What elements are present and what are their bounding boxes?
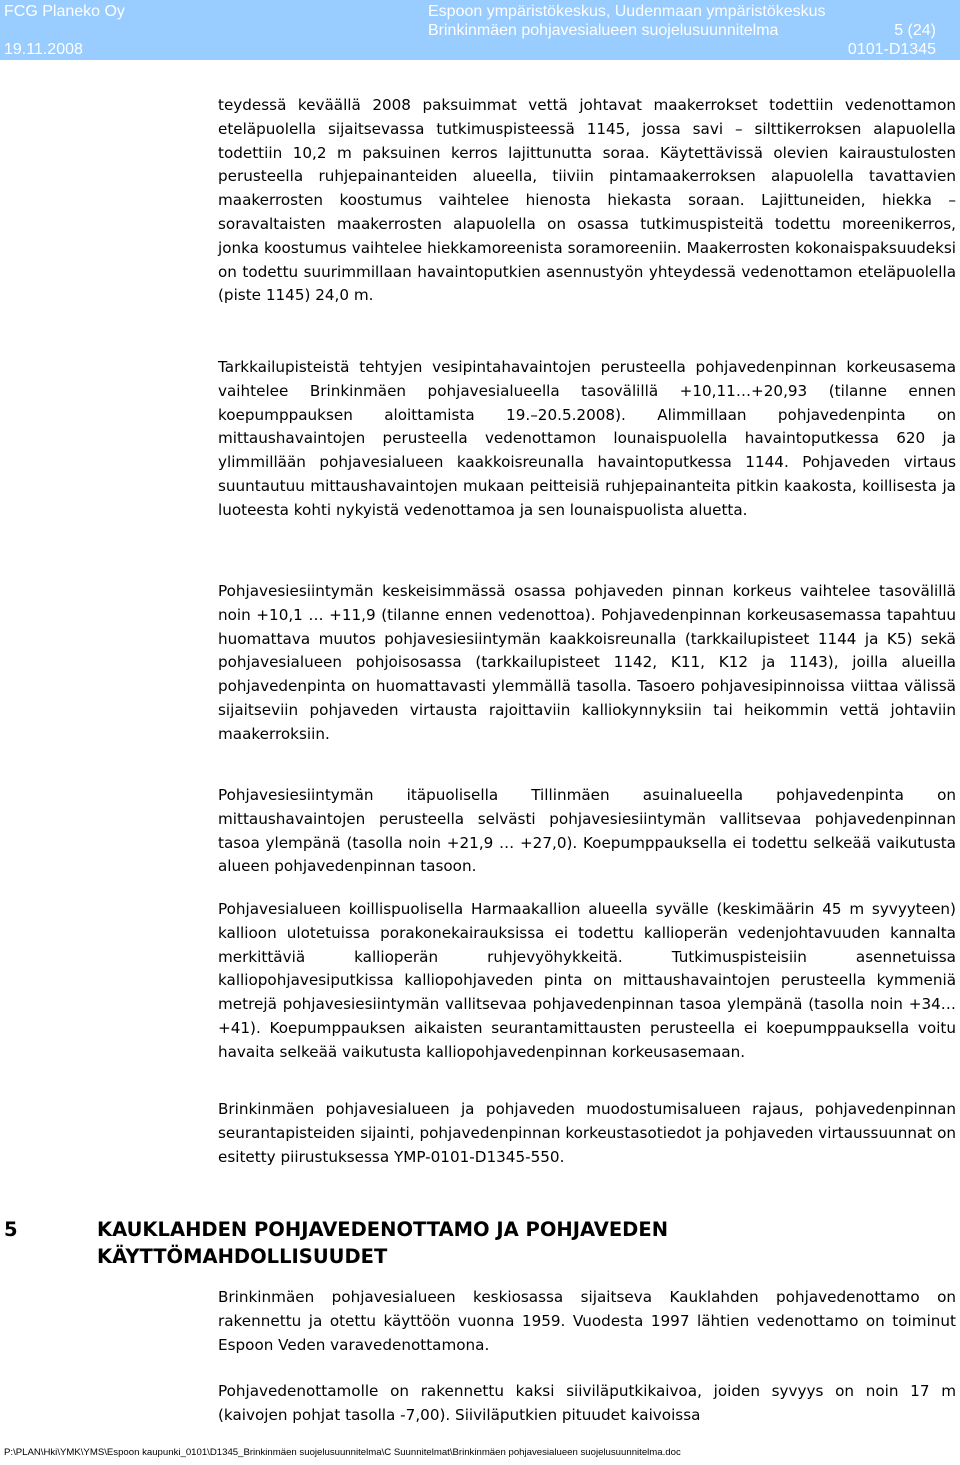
company-name: FCG Planeko Oy: [4, 3, 125, 20]
document-number: 0101-D1345: [847, 41, 936, 58]
section-number: 5: [4, 1218, 18, 1241]
body-paragraph: Pohjavesialueen koillispuolisella Harmaakallion alueella syvälle (keskimäärin 45 m syvyyteen) kallioon ulotetuissa porakonekairauksissa ei todettu kallioperän vedenjohtavuuden kannalta merkittäviä kallioperän ruhjevyöhykkeitä. Tutkimuspisteisiin asennetuissa kalliopohjavesiputkissa kalliopohjaveden pinta on mittaushavaintojen perusteella kymmeniä metrejä pohjavesiesiintymän vallitsevaa pohjavedenpinnan tasoa ylempänä (tasolla noin +34…+41). Koepumppauksen aikaisten seurantamittausten perusteella ei koepumppauksella voitu havaita selkeää vaikutusta kalliopohjavedenpinnan korkeusasemaan.: [218, 900, 956, 1061]
section-paragraph: Brinkinmäen pohjavesialueen keskiosassa sijaitseva Kauklahden pohjavedenottamo on rakennettu ja otettu käyttöön vuonna 1959. Vuodesta 1997 lähtien vedenottamo on toiminut Espoon Veden varavedenottamona.: [218, 1288, 956, 1354]
body-paragraph: Tarkkailupisteistä tehtyjen vesipintahavaintojen perusteella pohjavedenpinnan korkeusasema vaihtelee Brinkinmäen pohjavesialueella tasovälillä +10,11…+20,93 (tilanne ennen koepumppauksen aloittamista 19.–20.5.2008). Alimmillaan pohjavedenpinta on mittaushavaintojen perusteella vedenottamon lounaispuolella havaintoputkessa 620 ja ylimmillään pohjavesialueen kaakkoisreunalla havaintoputkessa 1144. Pohjaveden virtaus suuntautuu mittaushavaintojen mukaan peitteisiä ruhjepainanteita pitkin kaakosta, koillisesta ja luoteesta kohti nykyistä vedenottamoa ja sen lounaispuolista aluetta.: [218, 358, 956, 519]
section-paragraph: Pohjavedenottamolle on rakennettu kaksi siiviläputkikaivoa, joiden syvyys on noin 17 m (kaivojen pohjat tasolla -7,00). Siiviläputkien pituudet kaivoissa: [218, 1382, 956, 1424]
page-number: 5 (24): [894, 22, 936, 39]
organizations: Espoon ympäristökeskus, Uudenmaan ympäristökeskus: [428, 3, 826, 20]
body-paragraph: Pohjavesiesiintymän itäpuolisella Tillinmäen asuinalueella pohjavedenpinta on mittaushavaintojen perusteella selvästi pohjavesiesiintymän vallitsevaa pohjavedenpinnan tasoa ylempänä (tasolla noin +21,9 … +27,0). Koepumppauksella ei todettu selkeää vaikutusta alueen pohjavedenpinnan tasoon.: [218, 786, 956, 876]
body-paragraph: Pohjavesiesiintymän keskeisimmässä osassa pohjaveden pinnan korkeus vaihtelee tasovälillä noin +10,1 … +11,9 (tilanne ennen vedenottoa). Pohjavedenpinnan korkeusasemassa tapahtuu huomattava muutos pohjavesiesiintymän kaakkoisreunalla (tarkkailupisteet 1144 ja K5) sekä pohjavesialueen pohjoisosassa (tarkkailupisteet 1142, K11, K12 ja 1143), joilla alueilla pohjavedenpinta on huomattavasti ylemmällä tasolla. Tasoero pohjavesipinnoissa viittaa välissä sijaitseviin pohjaveden virtausta rajoittaviin kalliokynnyksiin tai heikommin vettä johtaviin maakerroksiin.: [218, 582, 956, 743]
page-header: [0, 0, 960, 60]
body-paragraph: Brinkinmäen pohjavesialueen ja pohjaveden muodostumisalueen rajaus, pohjavedenpinnan seurantapisteiden sijainti, pohjavedenpinnan korkeustasotiedot ja pohjaveden virtaussuunnat on esitetty piirustuksessa YMP-0101-D1345-550.: [218, 1100, 956, 1166]
file-path-footer: P:\PLAN\Hki\YMK\YMS\Espoon kaupunki_0101\D1345_Brinkinmäen suojelusuunnitelma\C Suunnitelmat\Brinkinmäen pohjavesialueen suojelusuunnitelma.doc: [4, 1447, 681, 1458]
section-title: KAUKLAHDEN POHJAVEDENOTTAMO JA POHJAVEDEN KÄYTTÖMAHDOLLISUUDET: [97, 1218, 669, 1268]
document-date: 19.11.2008: [4, 41, 83, 58]
document-title: Brinkinmäen pohjavesialueen suojelusuunnitelma: [428, 22, 779, 39]
body-paragraph: teydessä keväällä 2008 paksuimmat vettä johtavat maakerrokset todettiin vedenottamon eteläpuolella sijaitsevassa tutkimuspisteessä 1145, jossa savi – silttikerroksen alapuolella todettiin 10,2 m paksuinen kerros lajittunutta soraa. Käytettävissä olevien kairaustulosten perusteella ruhjepainanteiden alueella, tiiviin pintamaakerroksen alapuolella tavattavien maakerrosten koostumus vaihtelee hienosta hiekasta soraan. Lajittuneiden, hiekka – soravaltaisten maakerrosten alapuolella on osassa tutkimuspisteitä todettu moreenikerros, jonka koostumus vaihtelee hiekkamoreenista soramoreeniin. Maakerrosten kokonaispaksuudeksi on todettu suurimmillaan havaintoputkien asennustyön yhteydessä vedenottamon eteläpuolella (piste 1145) 24,0 m.: [218, 96, 956, 305]
